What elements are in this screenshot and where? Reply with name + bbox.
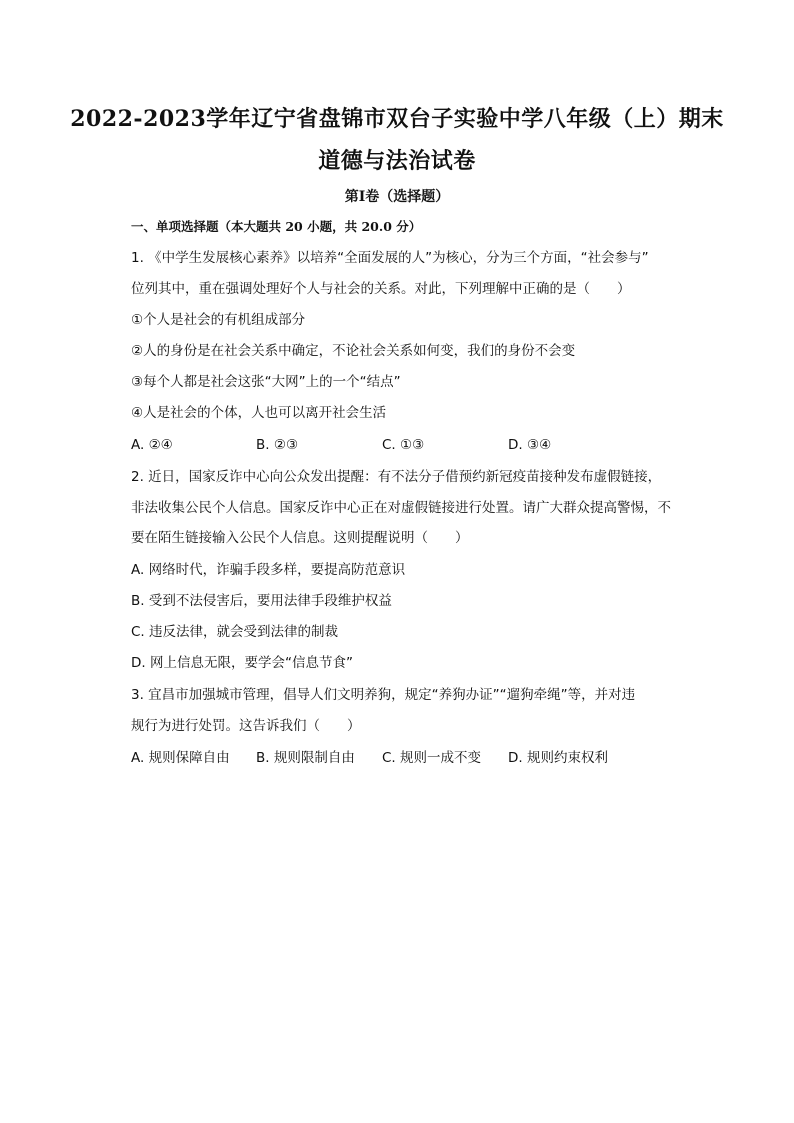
- q3-option-d: D. 规则约束权利: [508, 750, 608, 766]
- q2-option-c: C. 违反法律，就会受到法律的制裁: [131, 624, 339, 640]
- q3-stem-line-1: 3. 宜昌市加强城市管理，倡导人们文明养狗，规定“养狗办证”“遛狗牵绳”等，并对违: [131, 687, 636, 703]
- q2-option-a: A. 网络时代，诈骗手段多样，要提高防范意识: [131, 562, 406, 578]
- q1-statement-2: ②人的身份是在社会关系中确定，不论社会关系如何变，我们的身份不会变: [131, 343, 576, 359]
- q1-option-a: A. ②④: [131, 437, 173, 453]
- q1-stem-line-1: 1. 《中学生发展核心素养》以培养“全面发展的人”为核心，分为三个方面，“社会参与”: [131, 250, 649, 266]
- q2-option-b: B. 受到不法侵害后，要用法律手段维护权益: [131, 593, 392, 609]
- q2-stem-line-3: 要在陌生链接输入公民个人信息。这则提醒说明（ ）: [131, 530, 469, 546]
- q3-option-a: A. 规则保障自由: [131, 750, 230, 766]
- q2-stem-line-1: 2. 近日，国家反诈中心向公众发出提醒：有不法分子借预约新冠疫苗接种发布虚假链接，: [131, 469, 662, 485]
- exam-title-line-2: 道德与法治试卷: [318, 148, 476, 174]
- section-heading: 一、单项选择题（本大题共 20 小题，共 20.0 分）: [131, 219, 422, 234]
- q1-option-b: B. ②③: [256, 437, 299, 453]
- q1-statement-1: ①个人是社会的有机组成部分: [131, 312, 306, 328]
- q1-option-d: D. ③④: [508, 437, 552, 453]
- q1-statement-3: ③每个人都是社会这张“大网”上的一个“结点”: [131, 374, 401, 390]
- volume-subtitle: 第Ⅰ卷（选择题）: [344, 189, 450, 205]
- q3-stem-line-2: 规行为进行处罚。这告诉我们（ ）: [131, 718, 361, 734]
- exam-title-line-1: 2022-2023学年辽宁省盘锦市双台子实验中学八年级（上）期末: [70, 106, 724, 132]
- q2-option-d: D. 网上信息无限，要学会“信息节食”: [131, 655, 353, 671]
- q1-option-c: C. ①③: [382, 437, 425, 453]
- q3-option-c: C. 规则一成不变: [382, 750, 482, 766]
- q1-statement-4: ④人是社会的个体，人也可以离开社会生活: [131, 405, 387, 421]
- q3-option-b: B. 规则限制自由: [256, 750, 355, 766]
- q1-stem-line-2: 位列其中，重在强调处理好个人与社会的关系。对此，下列理解中正确的是（ ）: [131, 281, 631, 297]
- q2-stem-line-2: 非法收集公民个人信息。国家反诈中心正在对虚假链接进行处置。请广大群众提高警惕，不: [131, 500, 671, 516]
